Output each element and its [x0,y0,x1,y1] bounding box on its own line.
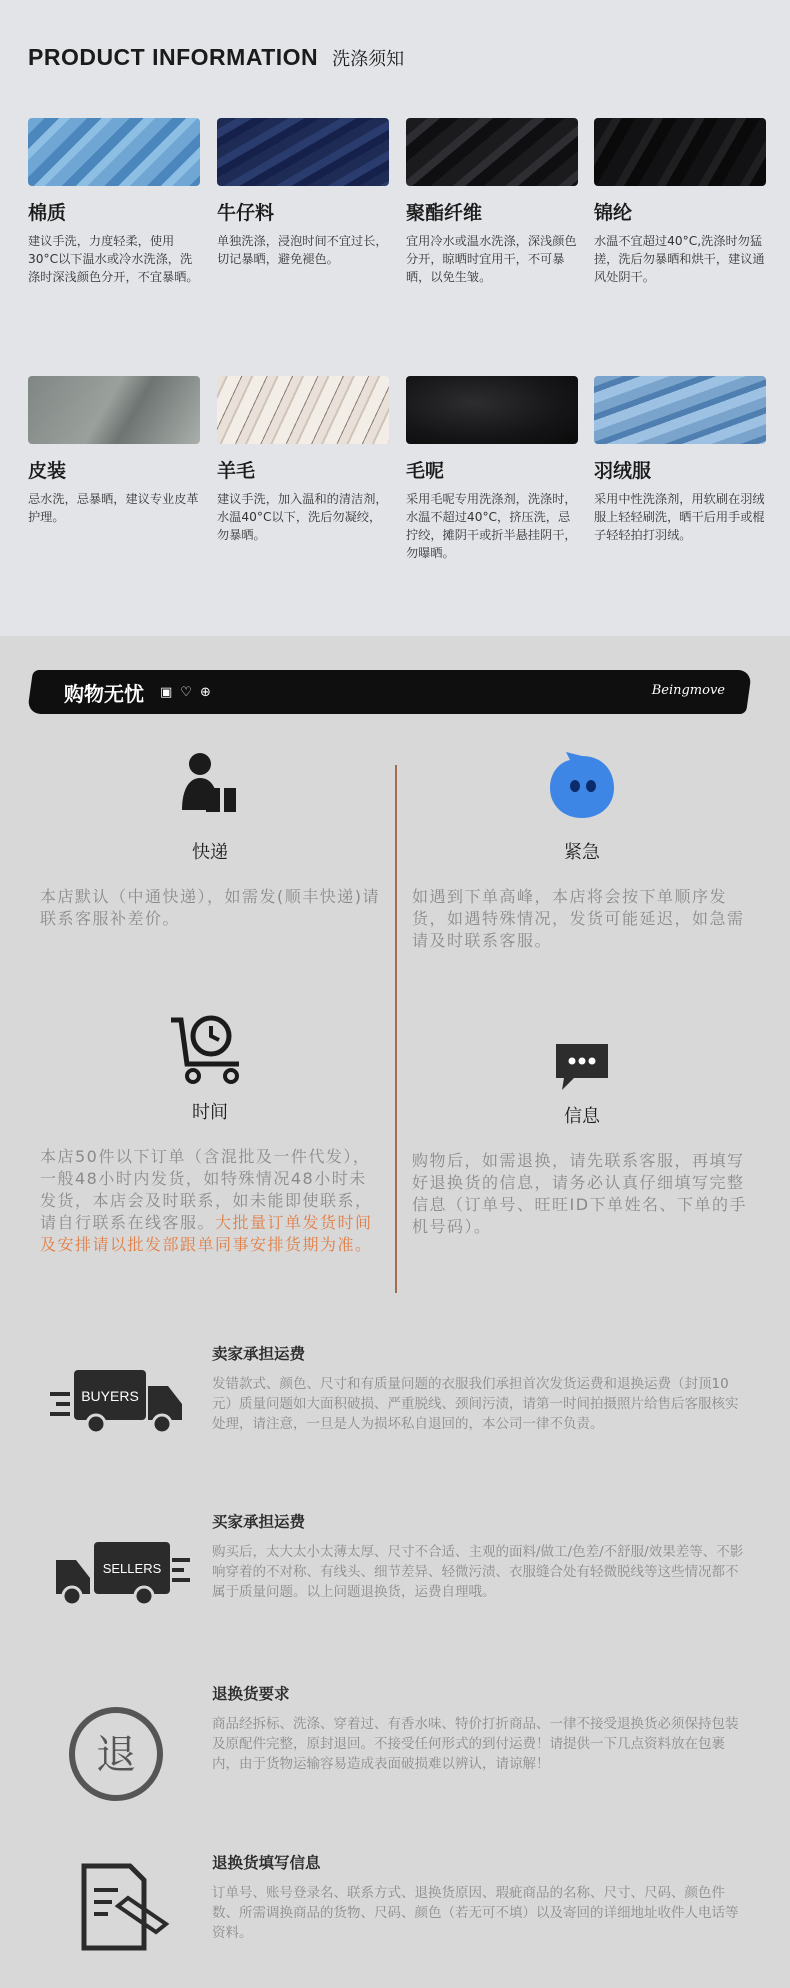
fabric-swatch [594,118,766,186]
fabric-name: 聚酯纤维 [406,202,483,224]
fabric-name: 牛仔料 [217,202,275,224]
column-divider [395,765,397,1293]
fabric-swatch [594,376,766,444]
fabric-name: 棉质 [28,202,67,224]
clock-cart-icon [165,1008,255,1088]
fabric-name: 锦纶 [594,202,633,224]
policy-text: 购买后，太大太小太薄太厚、尺寸不合适、主观的面料/做工/色差/不舒服/效果差等、不影响穿着的不对称、有线头、细节差异、轻微污渍、衣服缝合处有轻微脱线等这些情况都不属于质量问题。以上问题退换货，运费自理哦。 [212,1544,744,1600]
policy-buyer-shipping [212,1510,744,1602]
policy-return-info [212,1851,744,1943]
fabric-card-leather [28,376,200,526]
policy-title: 卖家承担运费 [212,1345,306,1363]
image-icon: ▣ [160,684,173,700]
fabric-name: 皮装 [28,460,67,482]
truck-label: BUYERS [81,1388,139,1404]
fabric-card-cotton [28,118,200,286]
fabric-name: 羊毛 [217,460,256,482]
fabric-name: 毛呢 [406,460,445,482]
fabric-desc: 采用中性洗涤剂，用软刷在羽绒服上轻轻刷洗，晒干后用手或棍子轻轻拍打羽绒。 [594,492,765,542]
fabric-swatch [406,118,578,186]
fabric-name: 羽绒服 [594,460,652,482]
truck-sellers-icon [52,1530,192,1614]
fabric-swatch [217,376,389,444]
service-urgent [412,748,752,952]
policy-title: 买家承担运费 [212,1513,306,1531]
service-express [40,748,380,930]
service-label: 信息 [564,1106,600,1127]
document-pen-icon [78,1862,170,1956]
policy-return-requirements [212,1682,744,1774]
fabric-desc: 宜用冷水或温水洗涤，深浅颜色分开，晾晒时宜用干，不可暴晒，以免生皱。 [406,234,577,284]
globe-icon: ⊕ [199,684,211,700]
fabric-card-polyester [406,118,578,286]
fabric-swatch [28,118,200,186]
fabric-card-down [594,376,766,544]
service-text: 购物后，如需退换，请先联系客服，再填写好退换货的信息，请务必认真仔细填写完整信息（订单号、旺旺ID下单姓名、下单的手机号码）。 [412,1151,748,1236]
policy-seller-shipping [212,1342,744,1434]
seal-label: 退 [96,1732,136,1778]
service-text: 如遇到下单高峰，本店将会按下单顺序发货，如遇特殊情况，发货可能延迟，如急需请及时联系客服。 [412,887,745,950]
service-label: 紧急 [564,842,600,863]
policy-title: 退换货要求 [212,1685,290,1703]
courier-icon [170,748,250,828]
fabric-card-nylon [594,118,766,286]
brand-logo: Beingmove [651,683,725,698]
fabric-desc: 采用毛呢专用洗涤剂，洗涤时，水温不超过40°C，挤压洗，忌拧绞，摊阴干或折半悬挂阴干，勿曝晒。 [406,492,577,560]
fabric-desc: 忌水洗，忌暴晒，建议专业皮革护理。 [28,492,199,524]
return-seal-icon [66,1704,166,1808]
banner-icons [160,685,211,700]
fabric-card-wool [217,376,389,544]
fabric-card-denim [217,118,389,268]
policy-text: 发错款式、颜色、尺寸和有质量问题的衣服我们承担首次发货运费和退换运费（封顶10元）质量问题如大面积破损、严重脱线、颈间污渍，请第一时间拍摄照片给售后客服核实处理，请注意，一旦是人为损坏私自退回的，本公司一律不负责。 [212,1376,739,1432]
fabric-desc: 水温不宜超过40°C,洗涤时勿猛搓，洗后勿暴晒和烘干，建议通风处阴干。 [594,234,765,284]
policy-text: 订单号、账号登录名、联系方式、退换货原因、瑕疵商品的名称、尺寸、尺码、颜色件数、所需调换商品的货物、尺码、颜色（若无可不填）以及寄回的详细地址收件人电话等资料。 [212,1885,739,1941]
service-label: 时间 [192,1102,228,1123]
service-text: 本店默认（中通快递），如需发(顺丰快递)请联系客服补差价。 [40,887,380,928]
service-text-highlight: 大批量订单发货时间及安排请以批发部跟单同事安排货期为准。 [40,1213,373,1254]
service-text-main: 本店50件以下订单（含混批及一件代发），一般48小时内发货，如特殊情况48小时未发货，本店会及时联系，如未能即使联系，请自行联系在线客服。 [40,1147,373,1232]
header-title-en: PRODUCT INFORMATION [28,44,319,70]
fabric-desc: 建议手洗，力度轻柔，使用30°C以下温水或冷水洗涤，洗涤时深浅颜色分开，不宜暴晒。 [28,234,199,284]
message-icon [552,1040,612,1092]
service-text [40,1146,380,1256]
truck-label: SELLERS [102,1561,162,1576]
service-time [40,1008,380,1256]
fabric-swatch [28,376,200,444]
policy-title: 退换货填写信息 [212,1854,321,1872]
fabric-desc: 单独洗涤，浸泡时间不宜过长，切记暴晒，避免褪色。 [217,234,388,266]
fabric-swatch [217,118,389,186]
truck-buyers-icon [48,1360,188,1444]
section-header [28,44,404,71]
service-info [412,1040,752,1238]
service-label: 快递 [192,842,228,863]
heart-icon: ♡ [180,684,192,700]
chat-bubble-icon [542,748,622,828]
fabric-swatch [406,376,578,444]
banner [30,670,749,714]
header-title-cn: 洗涤须知 [332,49,405,70]
fabric-card-felt [406,376,578,562]
policy-text: 商品经拆标、洗涤、穿着过、有香水味、特价打折商品、一律不接受退换货必须保持包装及原配件完整，原封退回。不接受任何形式的到付运费！请提供一下几点资料放在包裹内，由于货物运输容易造成表面破损难以辨认，请谅解！ [212,1716,739,1772]
fabric-desc: 建议手洗，加入温和的清洁剂，水温40°C以下，洗后勿凝绞，勿暴晒。 [217,492,388,542]
banner-title: 购物无忧 [64,681,144,706]
